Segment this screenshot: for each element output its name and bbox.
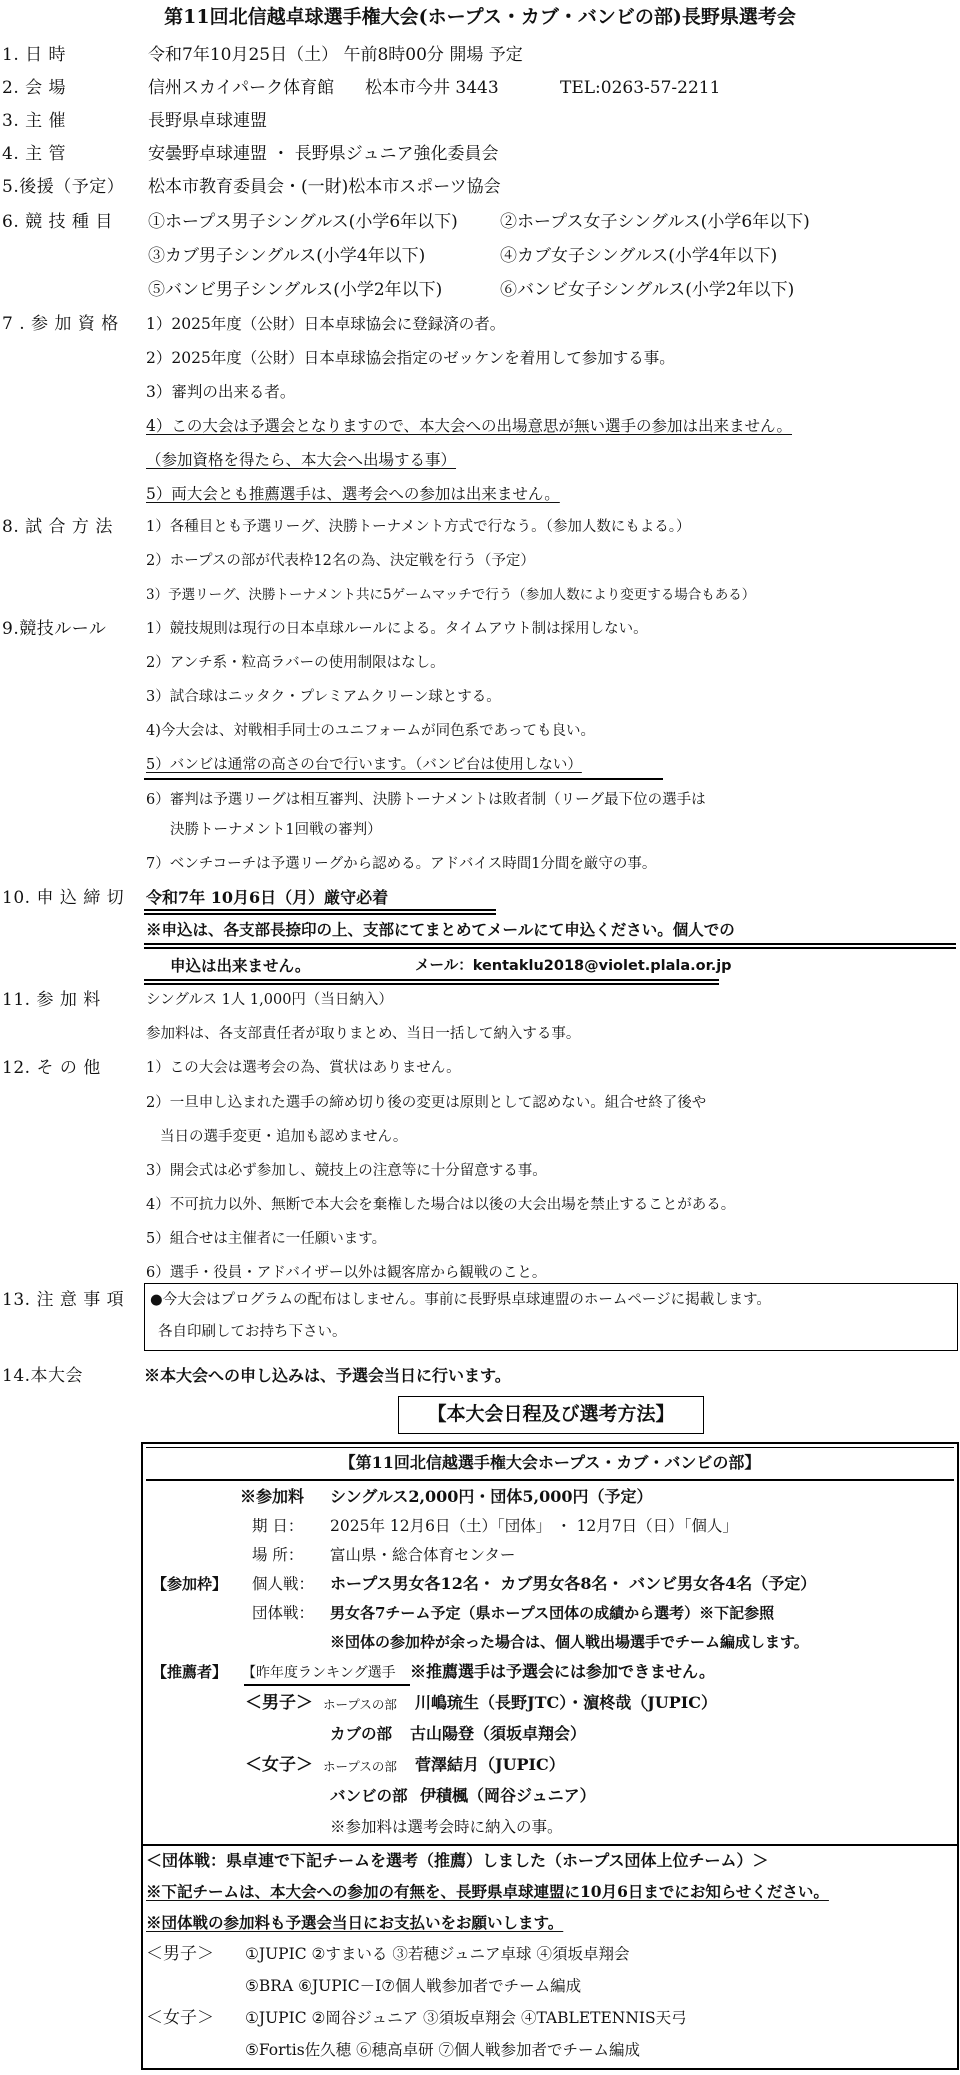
teams-boys-line-1: ①JUPIC ②すまいる ③若穂ジュニア卓球 ④須坂卓翔会 [245, 1945, 630, 1963]
boys-hopes-players: 川嶋琉生（長野JTC）・濵柊哉（JUPIC） [415, 1693, 717, 1712]
teams-girls-label: ＜女子＞ [146, 2008, 214, 2028]
event-5: ⑤バンビ男子シングルス(小学2年以下) [148, 280, 443, 300]
venue-tel: TEL:0263-57-2211 [560, 78, 721, 98]
girls-hopes-division: ホープスの部 [323, 1759, 397, 1774]
event-3: ③カブ男子シングルス(小学4年以下) [148, 246, 426, 266]
item-date: 令和7年10月25日（土） 午前8時00分 開場 予定 [148, 45, 523, 65]
item-events-label: 6. 競 技 種 目 [2, 212, 113, 232]
rules-1: 1）競技規則は現行の日本卓球ルールによる。タイムアウト制は採用しない。 [146, 621, 648, 637]
item-support: 松本市教育委員会・(一財)松本市スポーツ協会 [148, 177, 501, 197]
girls-bambi-players: 伊積楓（岡谷ジュニア） [420, 1786, 596, 1805]
event-1: ①ホープス男子シングルス(小学6年以下) [148, 212, 458, 232]
boys-label: ＜男子＞ [245, 1693, 313, 1713]
fee-line-2: 参加料は、各支部責任者が取りまとめ、当日一括して納入する事。 [146, 1026, 581, 1042]
rules-6-cont: 決勝トーナメント1回戦の審判） [170, 822, 382, 838]
event-6: ⑥バンビ女子シングルス(小学2年以下) [500, 280, 795, 300]
period-label: 期 日： [252, 1517, 304, 1535]
eligibility-5: 5）両大会とも推薦選手は、選考会への参加は出来ません。 [146, 485, 560, 503]
fee-payment-note: ※参加料は選考会時に納入の事。 [330, 1818, 563, 1836]
event-2: ②ホープス女子シングルス(小学6年以下) [500, 212, 810, 232]
teams-girls-line-2: ⑤Fortis佐久穂 ⑥穂高卓研 ⑦個人戦参加者でチーム編成 [245, 2041, 641, 2059]
item-rules-label: 9.競技ルール [2, 619, 107, 639]
teams-note-2: ※団体戦の参加料も予選会当日にお支払いをお願いします。 [146, 1913, 564, 1932]
item-host-label: 3. 主 催 [2, 111, 67, 131]
individual-label: 個人戦： [252, 1575, 315, 1593]
eligibility-4-note: （参加資格を得たら、本大会へ出場する事） [146, 451, 457, 469]
girls-label: ＜女子＞ [245, 1755, 313, 1775]
other-2: 2）一旦申し込まれた選手の締め切り後の変更は原則として認めない。組合せ終了後や [146, 1095, 707, 1111]
deadline-note-rule-2 [144, 947, 956, 949]
item-deadline-label: 10. 申 込 締 切 [2, 888, 125, 908]
item-host: 長野県卓球連盟 [148, 111, 267, 131]
item-format-label: 8. 試 合 方 法 [2, 517, 113, 537]
item-date-label: 1. 日 時 [2, 45, 67, 65]
team-label: 団体戦： [252, 1604, 315, 1622]
other-2-cont: 当日の選手変更・追加も認めません。 [160, 1129, 408, 1145]
deadline-email: メール：kentaklu2018@violet.plala.or.jp [415, 958, 732, 974]
format-2: 2）ホープスの部が代表枠12名の為、決定戦を行う（予定） [146, 553, 535, 569]
venue-address: 松本市今井 3443 [365, 78, 499, 98]
girls-hopes-players: 菅澤結月（JUPIC） [415, 1755, 565, 1774]
deadline-note-cont: 申込は出来ません。 [170, 956, 311, 975]
team-note: ※団体の参加枠が余った場合は、個人戦出場選手でチーム編成します。 [330, 1633, 809, 1651]
deadline-note-rule [144, 943, 956, 945]
fee-label: ※参加料 [240, 1487, 305, 1506]
eligibility-3: 3）審判の出来る者。 [146, 383, 296, 401]
notice-line-2: 各自印刷してお持ち下さい。 [158, 1324, 347, 1340]
other-4: 4）不可抗力以外、無断で本大会を棄権した場合は以後の大会出場を禁止することがある。 [146, 1197, 736, 1213]
ranking-rule [244, 1684, 410, 1686]
email-rule [144, 979, 719, 981]
quota-tag: 【参加枠】 [152, 1575, 228, 1593]
boys-hopes-division: ホープスの部 [323, 1697, 397, 1712]
item-other-label: 12. そ の 他 [2, 1058, 101, 1078]
place: 富山県・総合体育センター [330, 1546, 516, 1564]
rules-4: 4)今大会は、対戦相手同士のユニフォームが同色系であっても良い。 [146, 723, 596, 739]
event-4: ④カブ女子シングルス(小学4年以下) [500, 246, 778, 266]
schedule-box-title: 【第11回北信越選手権大会ホープス・カブ・バンビの部】 [339, 1453, 761, 1472]
item-venue-label: 2. 会 場 [2, 78, 67, 98]
individual-quota: ホープス男女各12名・ カブ男女各8名・ バンビ男女各4名（予定） [330, 1574, 817, 1593]
deadline-date: 令和7年 10月6日（月）厳守必着 [146, 888, 389, 907]
teams-divider [141, 1844, 959, 1846]
other-1: 1）この大会は選考会の為、賞状はありません。 [146, 1060, 461, 1076]
item-manage-label: 4. 主 管 [2, 144, 67, 164]
ranking-label: 【昨年度ランキング選手 [242, 1665, 396, 1681]
rules-5: 5）バンビは通常の高さの台で行います。（バンビ台は使用しない） [146, 757, 582, 773]
period: 2025年 12月6日（土）「団体」 ・ 12月7日（日）「個人」 [330, 1517, 738, 1535]
recommended-tag: 【推薦者】 [152, 1663, 228, 1681]
main-event-note: ※本大会への申し込みは、予選会当日に行います。 [144, 1366, 511, 1385]
item-main-label: 14.本大会 [2, 1366, 84, 1386]
rules-6: 6）審判は予選リーグは相互審判、決勝トーナメントは敗者制（リーグ最下位の選手は [146, 792, 706, 808]
item-manage: 安曇野卓球連盟 ・ 長野県ジュニア強化委員会 [148, 144, 499, 164]
notice-line-1: ●今大会はプログラムの配布はしません。事前に長野県卓球連盟のホームページに掲載します。 [150, 1292, 771, 1308]
title-rule [146, 1479, 954, 1481]
main-fee: シングルス2,000円・団体5,000円（予定） [330, 1487, 653, 1506]
girls-bambi-division: バンビの部 [330, 1786, 408, 1805]
deadline-note: ※申込は、各支部長捺印の上、支部にてまとめてメールにて申込ください。個人での [146, 920, 735, 939]
eligibility-1: 1）2025年度（公財）日本卓球協会に登録済の者。 [146, 315, 506, 333]
deadline-rule-2 [144, 913, 496, 915]
fee-line-1: シングルス 1人 1,000円（当日納入） [146, 992, 393, 1008]
other-6: 6）選手・役員・アドバイザー以外は観客席から観戦のこと。 [146, 1265, 547, 1281]
boys-cub-players: 古山陽登（須坂卓翔会） [410, 1724, 587, 1743]
deadline-rule [144, 909, 496, 911]
rules-7: 7）ベンチコーチは予選リーグから認める。アドバイス時間1分間を厳守の事。 [146, 856, 657, 872]
rules-2: 2）アンチ系・粒高ラバーの使用制限はなし。 [146, 655, 445, 671]
email-rule-2 [144, 983, 719, 985]
inner-top-rule [146, 1447, 954, 1448]
rules-3: 3）試合球はニッタク・プレミアムクリーン球とする。 [146, 689, 501, 705]
teams-heading: ＜団体戦：県卓連で下記チームを選考（推薦）しました（ホープス団体上位チーム）＞ [146, 1851, 769, 1870]
teams-note-1: ※下記チームは、本大会への参加の有無を、長野県卓球連盟に10月6日までにお知らせください。 [146, 1882, 829, 1901]
boys-cub-division: カブの部 [330, 1724, 393, 1743]
eligibility-2: 2）2025年度（公財）日本卓球協会指定のゼッケンを着用して参加する事。 [146, 349, 675, 367]
item-eligibility-label: 7 . 参 加 資 格 [2, 314, 119, 334]
other-3: 3）開会式は必ず参加し、競技上の注意等に十分留意する事。 [146, 1163, 547, 1179]
item-support-label: 5.後援（予定） [2, 177, 125, 197]
item-notice-label: 13. 注 意 事 項 [2, 1290, 125, 1310]
recommended-note: ※推薦選手は予選会には参加できません。 [410, 1662, 715, 1681]
teams-boys-label: ＜男子＞ [146, 1944, 214, 1964]
format-1: 1）各種目とも予選リーグ、決勝トーナメント方式で行なう。（参加人数にもよる。） [146, 519, 691, 535]
eligibility-4: 4）この大会は予選会となりますので、本大会への出場意思が無い選手の参加は出来ません。 [146, 417, 792, 435]
team-quota: 男女各7チーム予定（県ホープス団体の成績から選考）※下記参照 [330, 1604, 775, 1622]
format-3: 3）予選リーグ、決勝トーナメント共に5ゲームマッチで行う（参加人数により変更する場合もある） [146, 587, 756, 603]
venue-name: 信州スカイパーク体育館 [148, 78, 335, 98]
teams-boys-line-2: ⑤BRA ⑥JUPIC－Ⅰ⑦個人戦参加者でチーム編成 [245, 1977, 582, 1995]
teams-girls-line-1: ①JUPIC ②岡谷ジュニア ③須坂卓翔会 ④TABLETENNIS天弓 [245, 2009, 687, 2027]
double-rule [144, 778, 663, 780]
schedule-heading: 【本大会日程及び選考方法】 [427, 1403, 675, 1425]
page-title: 第11回北信越卓球選手権大会(ホープス・カブ・バンビの部)長野県選考会 [164, 6, 796, 28]
place-label: 場 所： [252, 1546, 304, 1564]
item-fee-label: 11. 参 加 料 [2, 990, 101, 1010]
other-5: 5）組合せは主催者に一任願います。 [146, 1231, 387, 1247]
